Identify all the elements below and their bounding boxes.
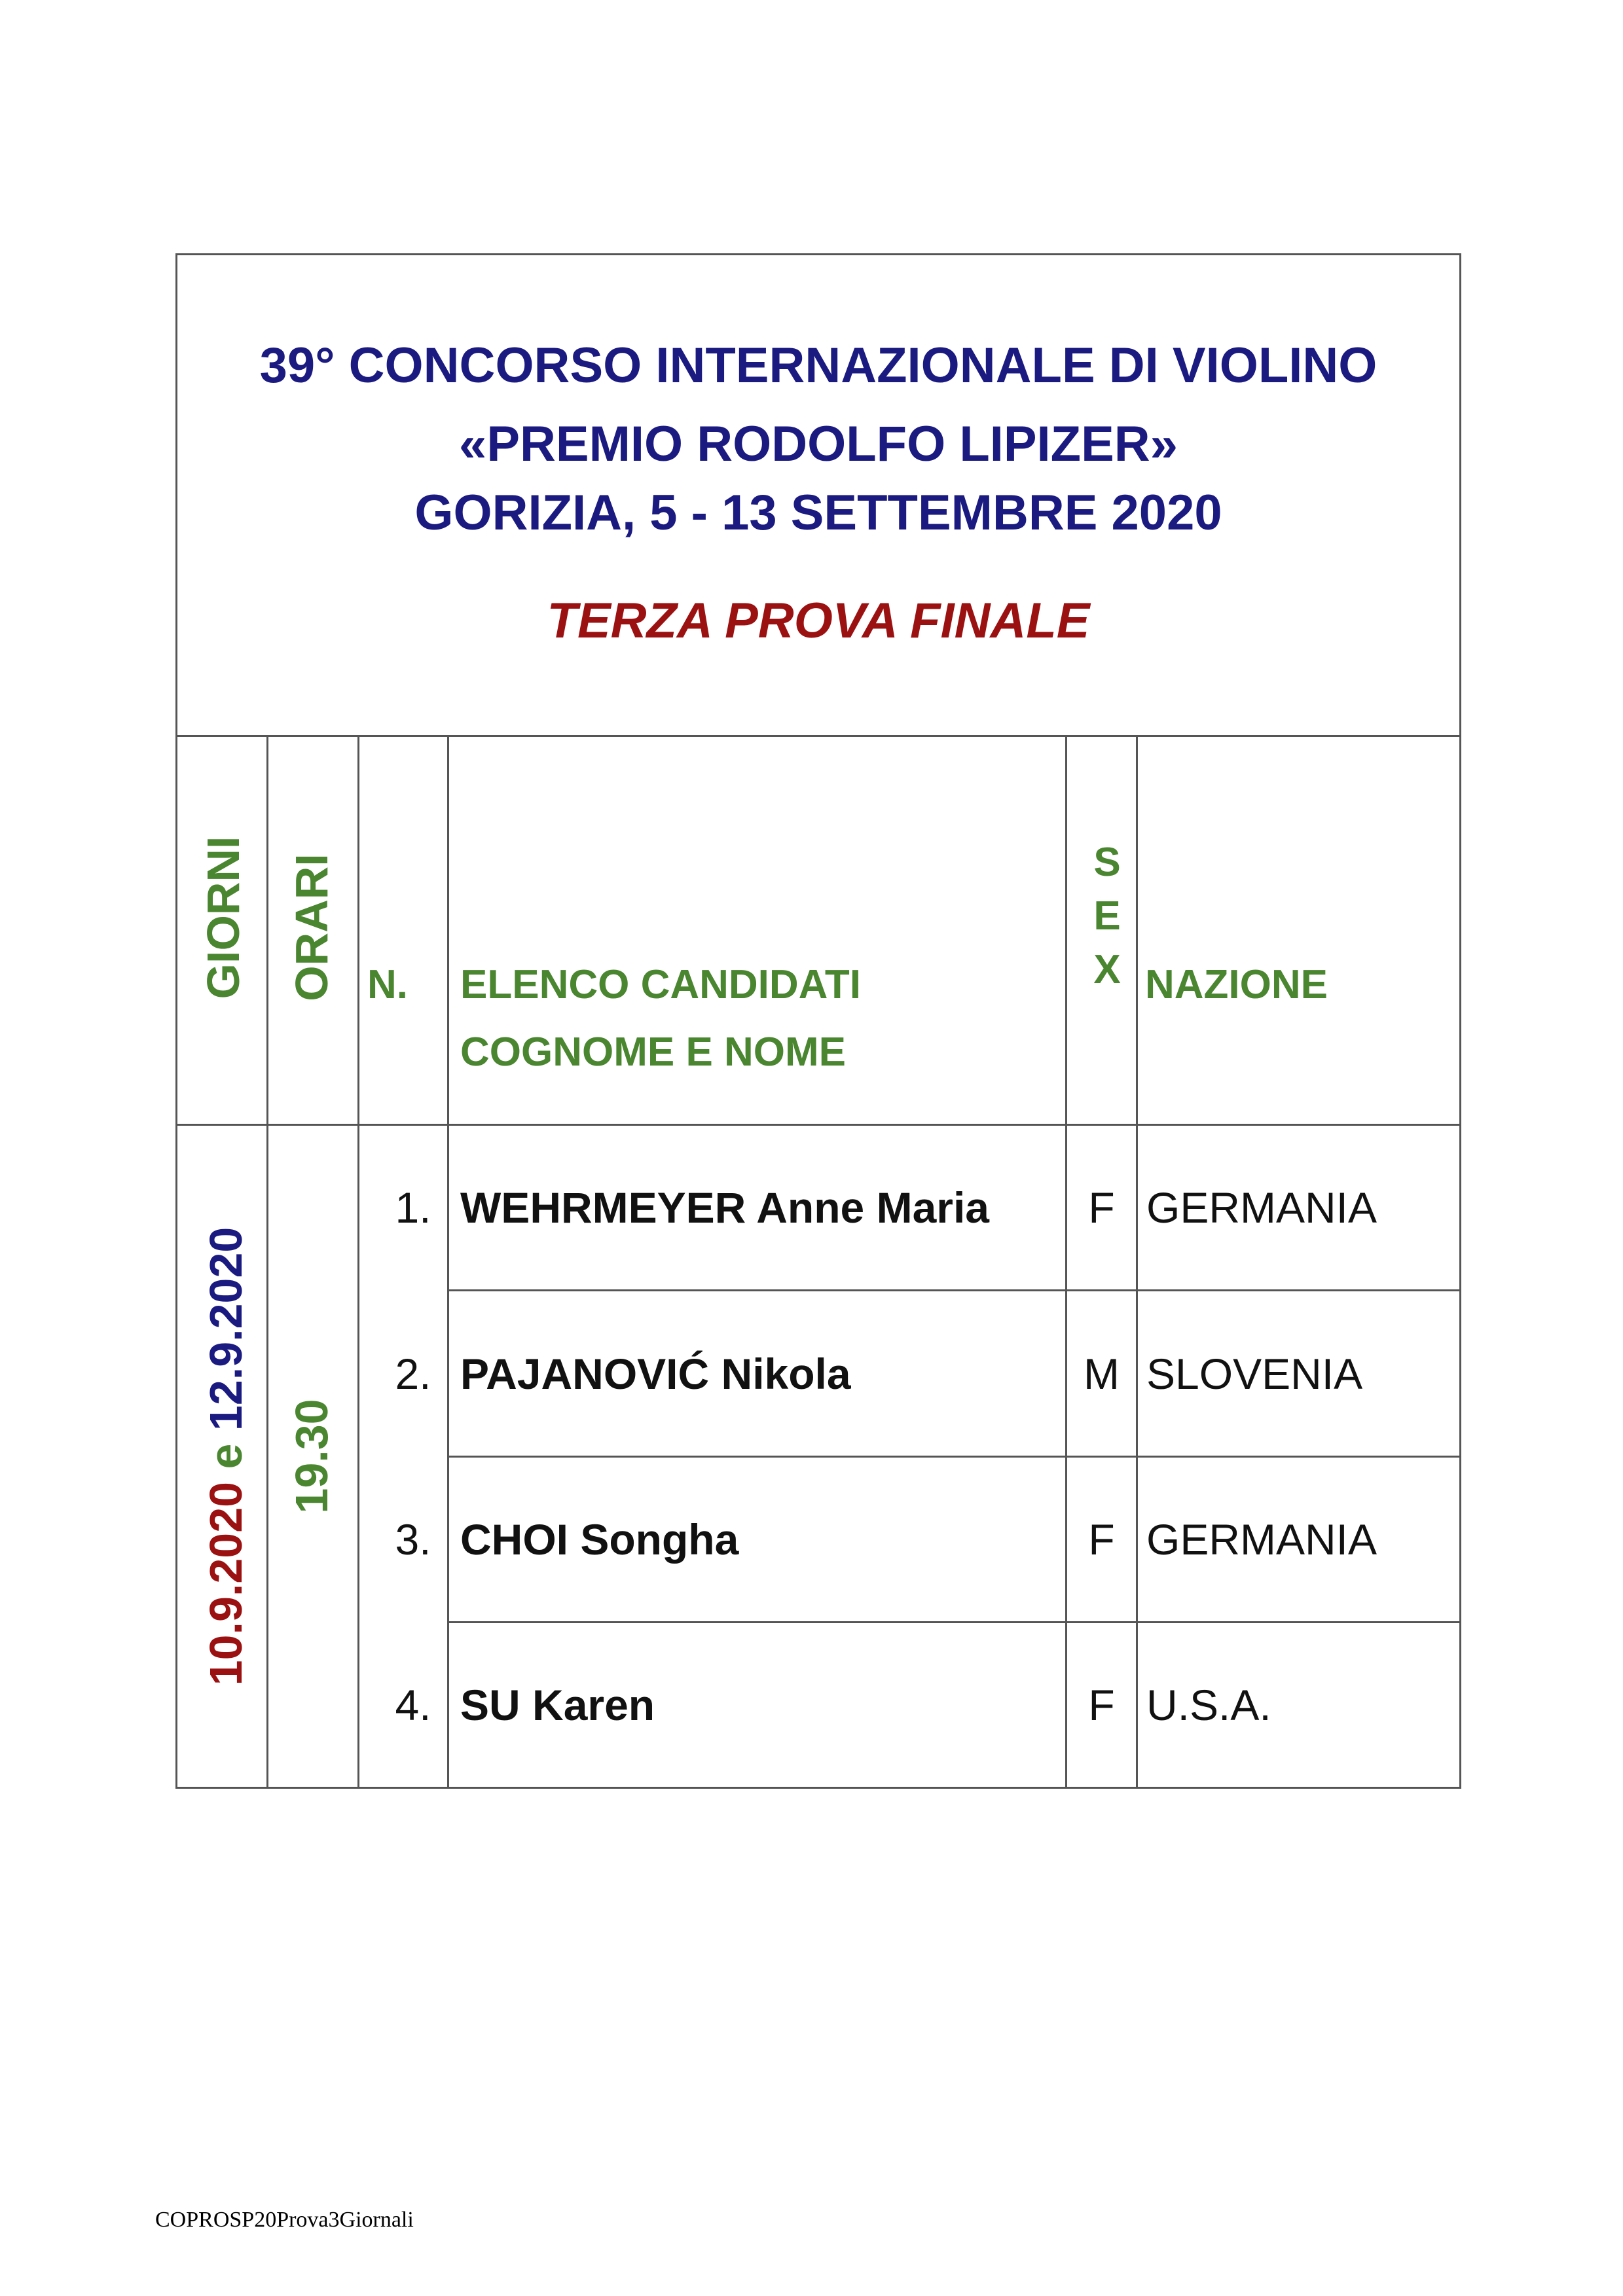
date-second: 12.9.2020: [200, 1227, 251, 1431]
header-sex: [1072, 836, 1142, 997]
candidate-surname: PAJANOVIĆ: [460, 1350, 710, 1398]
prize-name: «PREMIO RODOLFO LIPIZER»: [459, 416, 1178, 472]
candidate-name: [460, 1680, 655, 1730]
grid-line: [1065, 737, 1067, 1789]
candidate-nation: GERMANIA: [1146, 1183, 1377, 1232]
competition-title: 39° CONCORSO INTERNAZIONALE DI VIOLINO: [259, 338, 1377, 393]
date-first: 10.9.2020: [200, 1481, 251, 1686]
candidate-name: [460, 1515, 739, 1564]
header-candidates: ELENCO CANDIDATI: [460, 962, 861, 1007]
header-nation: NAZIONE: [1145, 962, 1328, 1007]
candidate-name: [460, 1349, 851, 1399]
candidate-nation: U.S.A.: [1146, 1681, 1271, 1729]
candidate-nation: GERMANIA: [1146, 1515, 1377, 1564]
row-number: 2.: [395, 1350, 431, 1398]
row-number: 1.: [395, 1183, 431, 1232]
grid-line: [447, 1289, 1461, 1291]
grid-line: [357, 737, 359, 1789]
date-separator: e: [200, 1431, 251, 1482]
candidate-nation: SLOVENIA: [1146, 1350, 1363, 1398]
candidate-given-name: Nikola: [721, 1350, 851, 1398]
candidate-given-name: Karen: [532, 1681, 655, 1729]
header-number: N.: [367, 962, 408, 1007]
schedule-dates: [196, 1221, 255, 1692]
document-filename: COPROSP20Prova3Giornali: [155, 2208, 414, 2232]
header-name-format: COGNOME E NOME: [460, 1030, 847, 1075]
candidate-sex: F: [1088, 1681, 1115, 1729]
grid-line: [447, 1621, 1461, 1623]
candidate-sex: F: [1088, 1515, 1115, 1564]
row-number: 3.: [395, 1515, 431, 1564]
candidate-sex: F: [1088, 1183, 1115, 1232]
title-block: [177, 255, 1459, 737]
candidate-surname: SU: [460, 1681, 520, 1729]
grid-line: [447, 737, 449, 1789]
header-orari: ORARI: [286, 853, 337, 1001]
header-giorni: GIORNI: [198, 836, 249, 999]
schedule-document: [175, 253, 1461, 1789]
row-number: 4.: [395, 1681, 431, 1729]
venue-dates: GORIZIA, 5 - 13 SETTEMBRE 2020: [414, 485, 1222, 541]
schedule-time: 19.30: [286, 1399, 337, 1514]
candidate-given-name: Songha: [580, 1515, 739, 1564]
candidate-name: [460, 1183, 989, 1232]
grid-line: [447, 1456, 1461, 1458]
candidate-sex: M: [1084, 1350, 1120, 1398]
grid-line: [177, 1124, 1461, 1126]
candidate-given-name: Anne Maria: [756, 1183, 989, 1232]
round-title: TERZA PROVA FINALE: [547, 593, 1090, 649]
candidate-surname: CHOI: [460, 1515, 568, 1564]
candidate-surname: WEHRMEYER: [460, 1183, 746, 1232]
header-sex-letter: S: [1093, 840, 1121, 885]
grid-line: [266, 737, 268, 1789]
header-sex-letter: X: [1093, 947, 1121, 992]
header-sex-letter: E: [1093, 893, 1121, 939]
